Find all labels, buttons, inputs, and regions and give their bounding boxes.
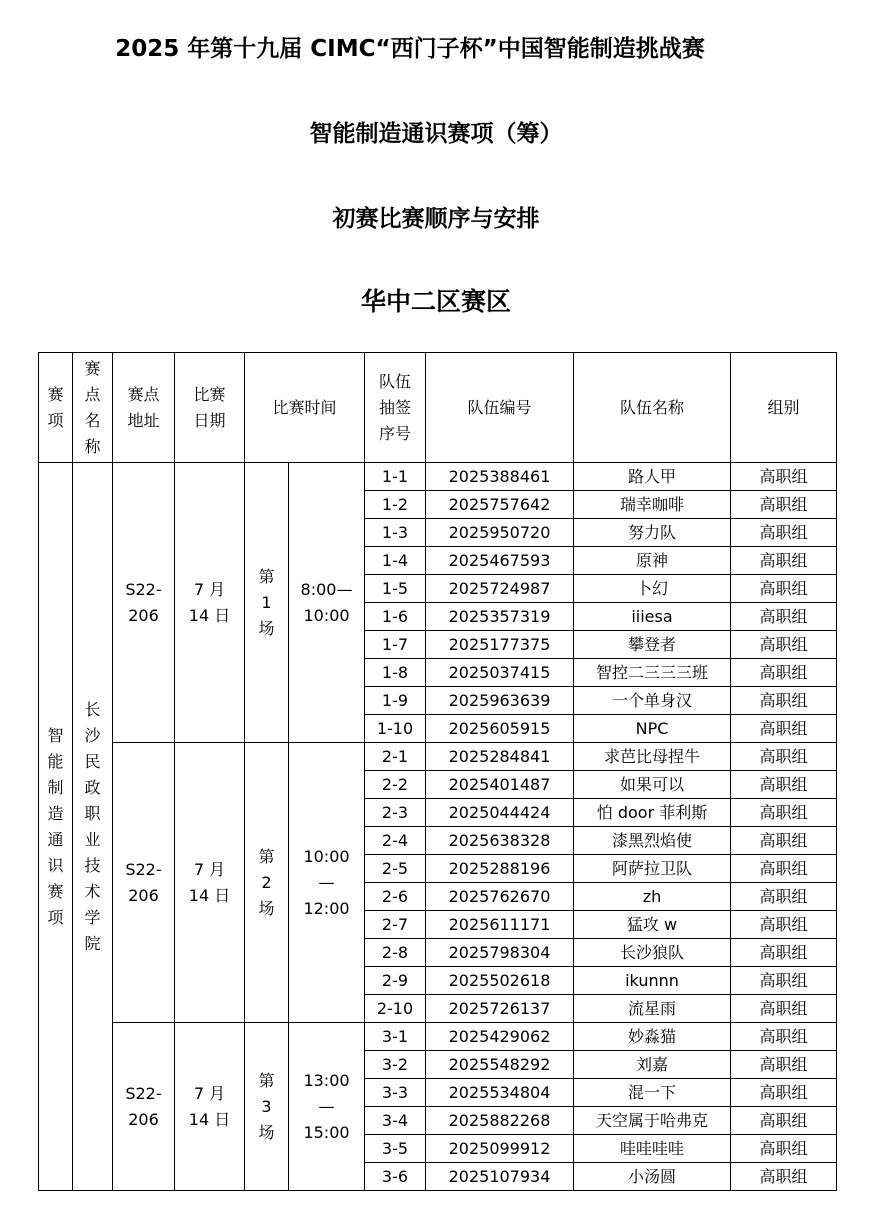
header-draw-number: 队伍 抽签 序号 bbox=[365, 353, 426, 463]
draw-number-cell: 2-4 bbox=[365, 827, 426, 855]
event-name-cell: 智 能 制 造 通 识 赛 项 bbox=[39, 463, 73, 1191]
header-team-id: 队伍编号 bbox=[426, 353, 574, 463]
group-cell: 高职组 bbox=[731, 491, 837, 519]
group-cell: 高职组 bbox=[731, 967, 837, 995]
group-cell: 高职组 bbox=[731, 799, 837, 827]
draw-number-cell: 3-4 bbox=[365, 1107, 426, 1135]
match-time-cell: 10:00 — 12:00 bbox=[289, 743, 365, 1023]
team-id-cell: 2025288196 bbox=[426, 855, 574, 883]
match-date-cell: 7 月 14 日 bbox=[175, 743, 245, 1023]
team-id-cell: 2025757642 bbox=[426, 491, 574, 519]
document-title: 2025 年第十九届 CIMC“西门子杯”中国智能制造挑战赛 bbox=[115, 36, 705, 62]
team-id-cell: 2025284841 bbox=[426, 743, 574, 771]
draw-number-cell: 3-3 bbox=[365, 1079, 426, 1107]
draw-number-cell: 1-6 bbox=[365, 603, 426, 631]
draw-number-cell: 1-7 bbox=[365, 631, 426, 659]
group-cell: 高职组 bbox=[731, 547, 837, 575]
draw-number-cell: 2-8 bbox=[365, 939, 426, 967]
group-cell: 高职组 bbox=[731, 939, 837, 967]
draw-number-cell: 2-10 bbox=[365, 995, 426, 1023]
team-id-cell: 2025502618 bbox=[426, 967, 574, 995]
venue-address-cell: S22- 206 bbox=[113, 743, 175, 1023]
team-id-cell: 2025726137 bbox=[426, 995, 574, 1023]
team-id-cell: 2025037415 bbox=[426, 659, 574, 687]
team-name-cell: 天空属于哈弗克 bbox=[574, 1107, 731, 1135]
team-name-cell: 卜幻 bbox=[574, 575, 731, 603]
header-time: 比赛时间 bbox=[245, 353, 365, 463]
draw-number-cell: 3-2 bbox=[365, 1051, 426, 1079]
team-name-cell: 智控二三三三班 bbox=[574, 659, 731, 687]
group-cell: 高职组 bbox=[731, 1023, 837, 1051]
group-cell: 高职组 bbox=[731, 463, 837, 491]
team-name-cell: 哇哇哇哇 bbox=[574, 1135, 731, 1163]
match-time-cell: 13:00 — 15:00 bbox=[289, 1023, 365, 1191]
group-cell: 高职组 bbox=[731, 659, 837, 687]
draw-number-cell: 2-2 bbox=[365, 771, 426, 799]
table-row bbox=[39, 463, 837, 491]
event-subtitle: 智能制造通识赛项（筹） bbox=[309, 121, 563, 147]
group-cell: 高职组 bbox=[731, 855, 837, 883]
team-id-cell: 2025429062 bbox=[426, 1023, 574, 1051]
team-name-cell: 刘嘉 bbox=[574, 1051, 731, 1079]
group-cell: 高职组 bbox=[731, 519, 837, 547]
team-id-cell: 2025357319 bbox=[426, 603, 574, 631]
draw-number-cell: 2-6 bbox=[365, 883, 426, 911]
table-row bbox=[39, 743, 837, 771]
session-number-cell: 第 3 场 bbox=[245, 1023, 289, 1191]
team-name-cell: 妙淼猫 bbox=[574, 1023, 731, 1051]
team-id-cell: 2025950720 bbox=[426, 519, 574, 547]
team-id-cell: 2025107934 bbox=[426, 1163, 574, 1191]
venue-address-cell: S22- 206 bbox=[113, 1023, 175, 1191]
venue-name-cell: 长 沙 民 政 职 业 技 术 学 院 bbox=[73, 463, 113, 1191]
group-cell: 高职组 bbox=[731, 827, 837, 855]
draw-number-cell: 2-1 bbox=[365, 743, 426, 771]
schedule-table bbox=[38, 352, 837, 1191]
team-name-cell: iiiesa bbox=[574, 603, 731, 631]
session-number-cell: 第 1 场 bbox=[245, 463, 289, 743]
team-name-cell: NPC bbox=[574, 715, 731, 743]
session-number-cell: 第 2 场 bbox=[245, 743, 289, 1023]
team-id-cell: 2025467593 bbox=[426, 547, 574, 575]
team-name-cell: 猛攻 w bbox=[574, 911, 731, 939]
team-id-cell: 2025548292 bbox=[426, 1051, 574, 1079]
group-cell: 高职组 bbox=[731, 1051, 837, 1079]
draw-number-cell: 1-2 bbox=[365, 491, 426, 519]
table-row bbox=[39, 1023, 837, 1051]
group-cell: 高职组 bbox=[731, 743, 837, 771]
draw-number-cell: 2-5 bbox=[365, 855, 426, 883]
group-cell: 高职组 bbox=[731, 995, 837, 1023]
team-id-cell: 2025177375 bbox=[426, 631, 574, 659]
group-cell: 高职组 bbox=[731, 1163, 837, 1191]
team-name-cell: 怕 door 菲利斯 bbox=[574, 799, 731, 827]
team-name-cell: 如果可以 bbox=[574, 771, 731, 799]
header-team-name: 队伍名称 bbox=[574, 353, 731, 463]
draw-number-cell: 2-7 bbox=[365, 911, 426, 939]
draw-number-cell: 1-10 bbox=[365, 715, 426, 743]
draw-number-cell: 1-9 bbox=[365, 687, 426, 715]
team-id-cell: 2025638328 bbox=[426, 827, 574, 855]
group-cell: 高职组 bbox=[731, 771, 837, 799]
team-id-cell: 2025798304 bbox=[426, 939, 574, 967]
group-cell: 高职组 bbox=[731, 911, 837, 939]
team-name-cell: 小汤圆 bbox=[574, 1163, 731, 1191]
draw-number-cell: 1-1 bbox=[365, 463, 426, 491]
group-cell: 高职组 bbox=[731, 715, 837, 743]
header-group: 组别 bbox=[731, 353, 837, 463]
team-id-cell: 2025401487 bbox=[426, 771, 574, 799]
group-cell: 高职组 bbox=[731, 1079, 837, 1107]
draw-number-cell: 2-3 bbox=[365, 799, 426, 827]
group-cell: 高职组 bbox=[731, 575, 837, 603]
venue-address-cell: S22- 206 bbox=[113, 463, 175, 743]
header-event: 赛 项 bbox=[39, 353, 73, 463]
table-body bbox=[39, 463, 837, 1191]
draw-number-cell: 1-8 bbox=[365, 659, 426, 687]
team-name-cell: 流星雨 bbox=[574, 995, 731, 1023]
draw-number-cell: 1-4 bbox=[365, 547, 426, 575]
team-id-cell: 2025963639 bbox=[426, 687, 574, 715]
group-cell: 高职组 bbox=[731, 603, 837, 631]
team-name-cell: 路人甲 bbox=[574, 463, 731, 491]
draw-number-cell: 3-6 bbox=[365, 1163, 426, 1191]
team-name-cell: 努力队 bbox=[574, 519, 731, 547]
match-time-cell: 8:00— 10:00 bbox=[289, 463, 365, 743]
team-id-cell: 2025882268 bbox=[426, 1107, 574, 1135]
table-header-row bbox=[39, 353, 837, 463]
header-date: 比赛 日期 bbox=[175, 353, 245, 463]
team-id-cell: 2025388461 bbox=[426, 463, 574, 491]
team-name-cell: 瑞幸咖啡 bbox=[574, 491, 731, 519]
header-venue-address: 赛点 地址 bbox=[113, 353, 175, 463]
team-id-cell: 2025724987 bbox=[426, 575, 574, 603]
group-cell: 高职组 bbox=[731, 883, 837, 911]
group-cell: 高职组 bbox=[731, 631, 837, 659]
team-name-cell: 阿萨拉卫队 bbox=[574, 855, 731, 883]
team-id-cell: 2025762670 bbox=[426, 883, 574, 911]
team-name-cell: 攀登者 bbox=[574, 631, 731, 659]
team-id-cell: 2025099912 bbox=[426, 1135, 574, 1163]
group-cell: 高职组 bbox=[731, 1135, 837, 1163]
schedule-subtitle: 初赛比赛顺序与安排 bbox=[332, 206, 540, 232]
draw-number-cell: 2-9 bbox=[365, 967, 426, 995]
group-cell: 高职组 bbox=[731, 687, 837, 715]
team-name-cell: 一个单身汉 bbox=[574, 687, 731, 715]
team-name-cell: 漆黑烈焰使 bbox=[574, 827, 731, 855]
team-name-cell: ikunnn bbox=[574, 967, 731, 995]
draw-number-cell: 1-5 bbox=[365, 575, 426, 603]
team-id-cell: 2025534804 bbox=[426, 1079, 574, 1107]
region-title: 华中二区赛区 bbox=[360, 287, 511, 316]
group-cell: 高职组 bbox=[731, 1107, 837, 1135]
team-name-cell: 原神 bbox=[574, 547, 731, 575]
team-id-cell: 2025044424 bbox=[426, 799, 574, 827]
team-name-cell: 长沙狼队 bbox=[574, 939, 731, 967]
team-name-cell: zh bbox=[574, 883, 731, 911]
team-id-cell: 2025605915 bbox=[426, 715, 574, 743]
team-id-cell: 2025611171 bbox=[426, 911, 574, 939]
draw-number-cell: 1-3 bbox=[365, 519, 426, 547]
team-name-cell: 混一下 bbox=[574, 1079, 731, 1107]
match-date-cell: 7 月 14 日 bbox=[175, 463, 245, 743]
match-date-cell: 7 月 14 日 bbox=[175, 1023, 245, 1191]
header-venue-name: 赛 点 名 称 bbox=[73, 353, 113, 463]
team-name-cell: 求芭比母捏牛 bbox=[574, 743, 731, 771]
draw-number-cell: 3-1 bbox=[365, 1023, 426, 1051]
draw-number-cell: 3-5 bbox=[365, 1135, 426, 1163]
